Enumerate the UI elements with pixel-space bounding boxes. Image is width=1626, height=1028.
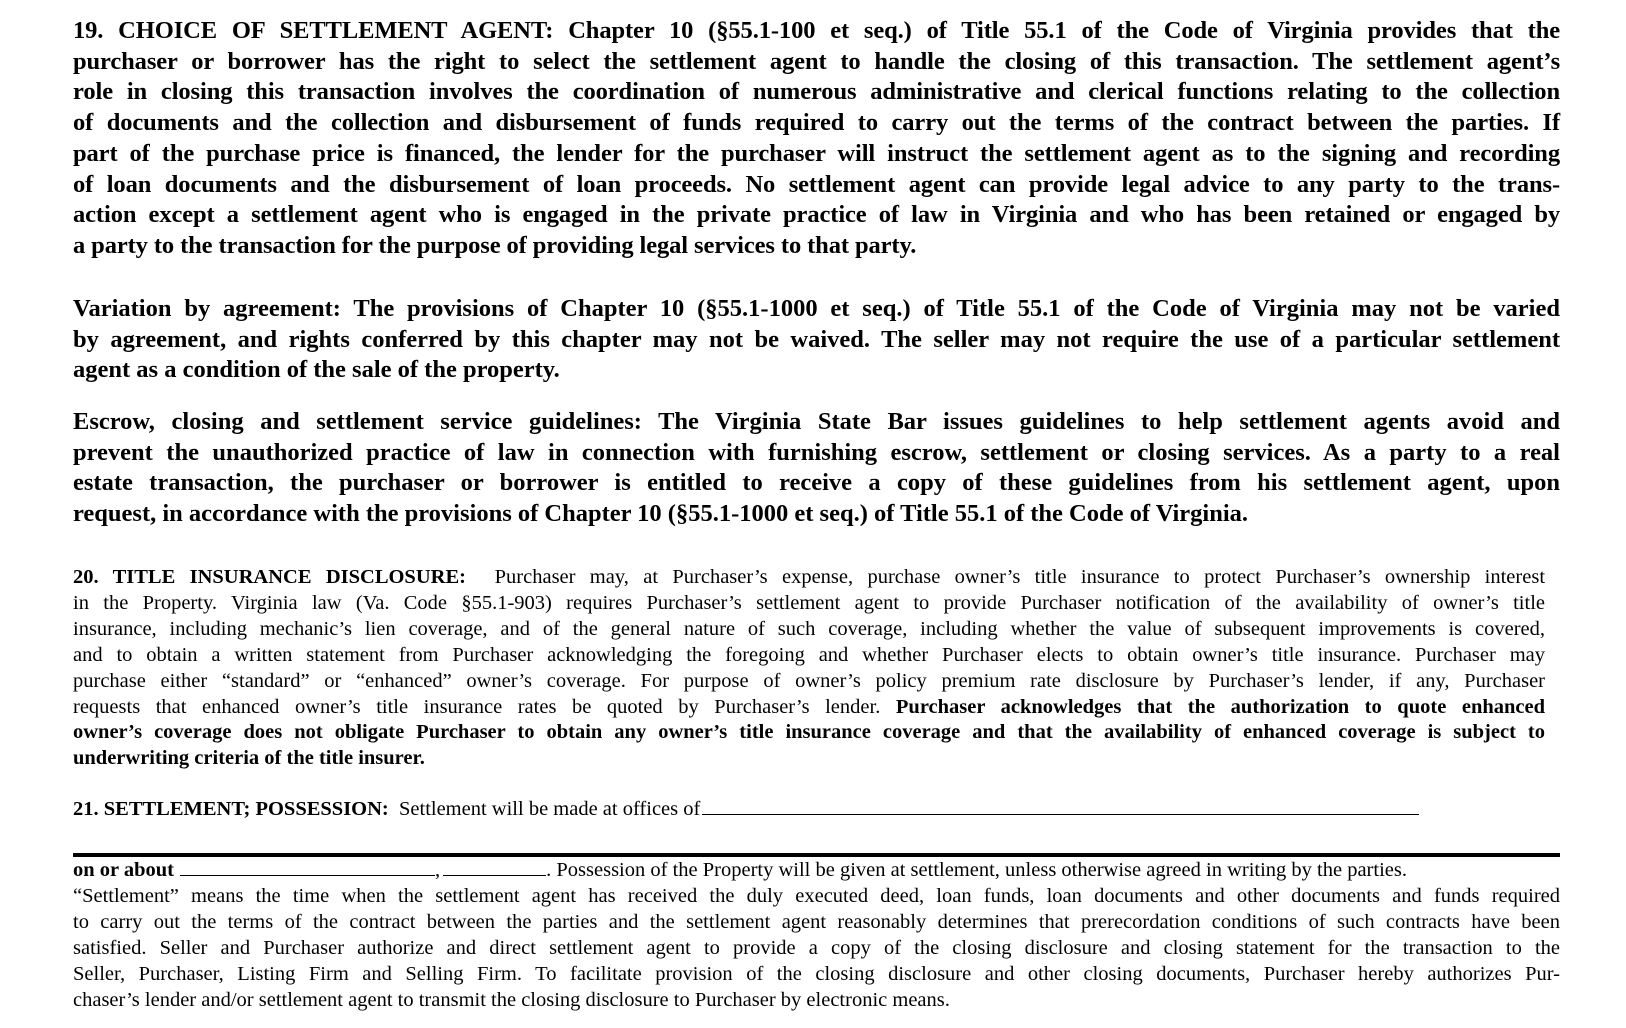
section-21-heading-line [73,796,1560,822]
section-20-line: purchase either “standard” or “enhanced” owner’s coverage. For purpose of owner’s policy premium rate disclosure by Purchaser’s lender, if any, Purchaser [73,669,1545,692]
escrow-line: estate transaction, the purchaser or borrower is entitled to receive a copy of these guidelines from his settlement agent, upon [73,469,1560,497]
section-20-acknowledgement-line: underwriting criteria of the title insurer. [73,747,425,770]
section-19-line: 19. CHOICE OF SETTLEMENT AGENT: Chapter 10 (§55.1-100 et seq.) of Title 55.1 of the Code of Virginia provides that the [73,17,1560,44]
section-20-title-insurance-disclosure [73,565,1545,772]
section-21-settlement-possession [73,796,1560,822]
on-or-about-label: on or about [73,859,175,881]
escrow-guidelines-paragraph [73,407,1560,530]
section-20-line-text: requests that enhanced owner’s title insurance rates be quoted by Purchaser’s lender. [73,695,881,718]
section-21-line: to carry out the terms of the contract between the parties and the settlement agent reasonably determines that prerecordation conditions of such contracts have been [73,910,1560,933]
section-21-continued [73,858,1560,1013]
section-20-line [73,565,1545,591]
possession-text: . Possession of the Property will be given at settlement, unless otherwise agreed in writing by the parties. [546,859,1407,881]
section-19-line: role in closing this transaction involves the coordination of numerous administrative and clerical functions relating to the collection [73,78,1560,106]
section-21-line: chaser’s lender and/or settlement agent to transmit the closing disclosure to Purchaser by electronic means. [73,988,950,1011]
settlement-year-field[interactable] [443,858,546,876]
section-20-acknowledgement: Purchaser acknowledges that the authorization to quote enhanced [895,695,1545,718]
variation-line: Variation by agreement: The provisions of Chapter 10 (§55.1-1000 et seq.) of Title 55.1 of the Code of Virginia may not be varied [73,295,1560,322]
section-20-line [73,695,1545,721]
section-21-line: “Settlement” means the time when the settlement agent has received the duly executed deed, loan funds, loan documents and other documents and funds required [73,884,1560,907]
section-20-line: insurance, including mechanic’s lien coverage, and of the general nature of such coverage, including whether the value of subsequent improvements is covered, [73,617,1545,640]
escrow-line: prevent the unauthorized practice of law in connection with furnishing escrow, settlement or closing services. As a party to a real [73,438,1560,466]
section-20-line: and to obtain a written statement from Purchaser acknowledging the foregoing and whether Purchaser elects to obtain owner’s title insurance. Purchaser may [73,643,1545,666]
variation-by-agreement-paragraph [73,294,1560,386]
section-21-line: Seller, Purchaser, Listing Firm and Selling Firm. To facilitate provision of the closing disclosure and other closing documents, Purchaser hereby authorizes Pur- [73,962,1560,985]
escrow-line: request, in accordance with the provisions of Chapter 10 (§55.1-1000 et seq.) of Title 55.1 of the Code of Virginia. [73,500,1249,528]
date-comma: , [435,859,441,881]
section-19-choice-of-settlement-agent [73,16,1560,262]
variation-line: agent as a condition of the sale of the property. [73,356,560,384]
section-19-line: purchaser or borrower has the right to select the settlement agent to handle the closing of this transaction. The settlement agent’s [73,47,1560,75]
page-divider-rule [73,853,1560,857]
section-19-line: of documents and the collection and disbursement of funds required to carry out the terms of the contract between the parties. If [73,109,1560,137]
section-21-line: satisfied. Seller and Purchaser authorize and direct settlement agent to provide a copy of the closing disclosure and closing statement for the transaction to the [73,936,1560,959]
section-20-heading: 20. TITLE INSURANCE DISCLOSURE: [73,566,466,588]
settlement-date-field[interactable] [180,858,435,876]
settlement-offices-field[interactable] [702,796,1419,815]
settlement-offices-label: Settlement will be made at offices of [399,798,701,820]
section-19-line: a party to the transaction for the purpose of providing legal services to that party. [73,231,917,259]
section-20-line-text: Purchaser may, at Purchaser’s expense, purchase owner’s title insurance to protect Purchaser’s ownership interest [494,566,1546,588]
section-21-heading: 21. SETTLEMENT; POSSESSION: [73,798,389,820]
escrow-line: Escrow, closing and settlement service guidelines: The Virginia State Bar issues guidelines to help settlement agents avoid and [73,408,1560,435]
section-19-line: part of the purchase price is financed, the lender for the purchaser will instruct the settlement agent as to the signing and recording [73,139,1560,167]
section-19-line: action except a settlement agent who is engaged in the private practice of law in Virginia and who has been retained or engaged by [73,201,1560,229]
variation-line: by agreement, and rights conferred by this chapter may not be waived. The seller may not require the use of a particular settlement [73,325,1560,353]
section-20-line: in the Property. Virginia law (Va. Code §55.1-903) requires Purchaser’s settlement agent to provide Purchaser notification of the availability of owner’s title [73,591,1545,614]
section-20-acknowledgement-line: owner’s coverage does not obligate Purchaser to obtain any owner’s title insurance coverage and that the availability of enhanced coverage is subject to [73,721,1545,744]
section-21-line [73,858,1560,884]
section-19-line: of loan documents and the disbursement of loan proceeds. No settlement agent can provide legal advice to any party to the trans- [73,170,1560,198]
